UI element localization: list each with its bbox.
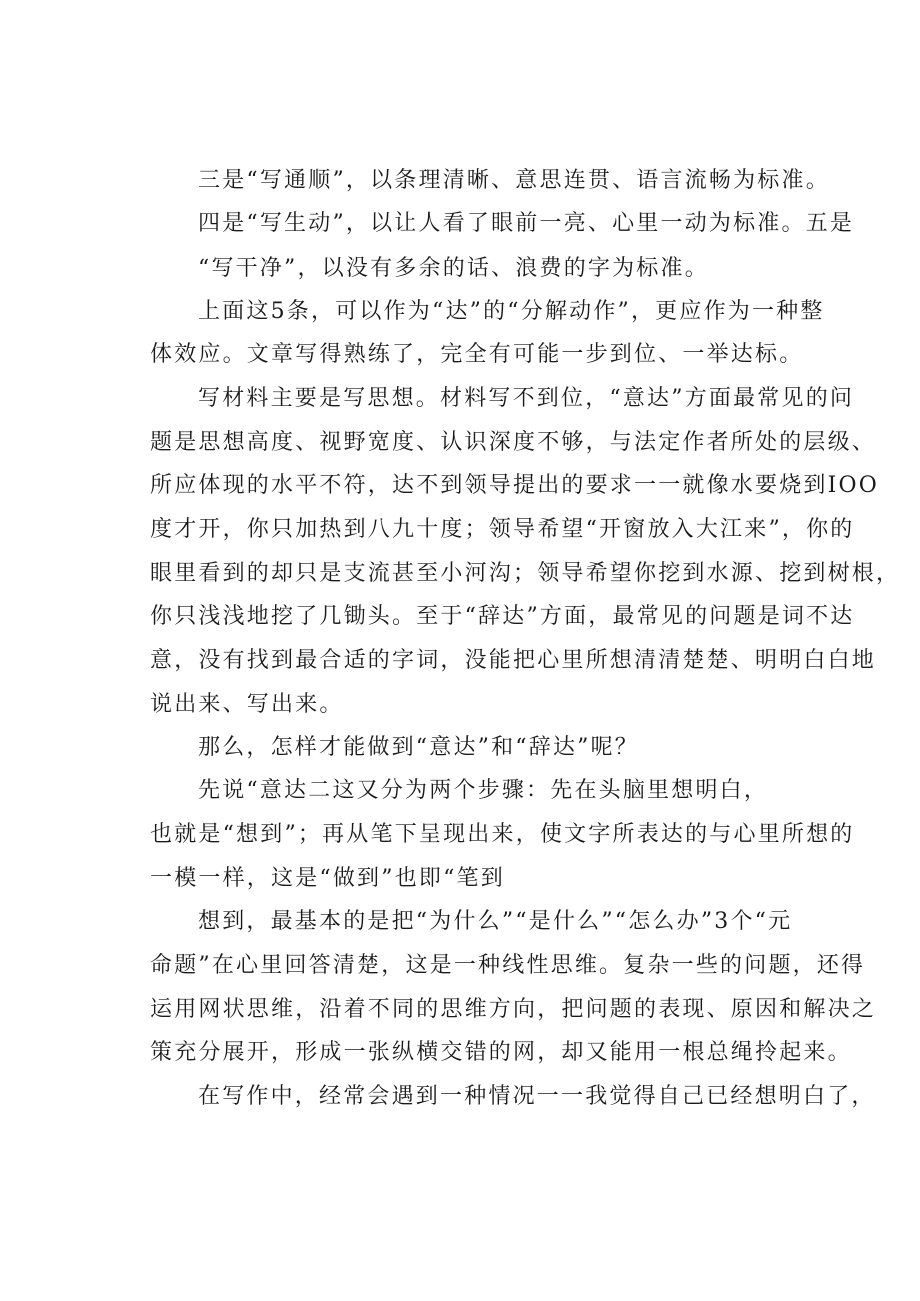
text-line: 说出来、写出来。 [150, 692, 344, 717]
text-line: 运用网状思维，沿着不同的思维方向，把问题的表现、原因和解决之 [150, 997, 877, 1022]
text-line: 那么，怎样才能做到“意达”和“辞达”呢？ [198, 735, 639, 760]
text-line: 也就是“想到”；再从笔下呈现出来，使文字所表达的与心里所想的 [150, 822, 855, 847]
text-line: 体效应。文章写得熟练了，完全有可能一步到位、一举达标。 [150, 342, 804, 367]
text-line: 意，没有找到最合适的字词，没能把心里所想清清楚楚、明明白白地 [150, 648, 877, 673]
text-line: 策充分展开，形成一张纵横交错的网，却又能用一根总绳拎起来。 [150, 1040, 852, 1065]
text-line: 度才开，你只加热到八九十度；领导希望“开窗放入大江来”，你的 [150, 517, 855, 542]
text-line: 在写作中，经常会遇到一种情况一一我觉得自己已经想明白了， [198, 1084, 876, 1109]
text-line: 一模一样，这是“做到”也即“笔到 [150, 866, 505, 891]
text-line: 题是思想高度、视野宽度、认识深度不够，与法定作者所处的层级、 [150, 430, 877, 455]
text-line: 四是“写生动”，以让人看了眼前一亮、心里一动为标准。五是 [198, 211, 855, 236]
text-line: 先说“意达二这又分为两个步骤：先在头脑里想明白， [198, 778, 769, 803]
text-line: 所应体现的水平不符，达不到领导提出的要求一一就像水要烧到IOO [150, 473, 879, 498]
text-line: 三是“写通顺”，以条理清晰、意思连贯、语言流畅为标准。 [198, 168, 830, 193]
text-line: 写材料主要是写思想。材料写不到位，“意达”方面最常见的问 [198, 386, 855, 411]
text-line: 命题”在心里回答清楚，这是一种线性思维。复杂一些的问题，还得 [150, 953, 866, 978]
text-line: 眼里看到的却只是支流甚至小河沟；领导希望你挖到水源、挖到树根， [150, 561, 901, 586]
text-line: 上面这5条，可以作为“达”的“分解动作”，更应作为一种整 [198, 299, 825, 324]
text-line: 你只浅浅地挖了几锄头。至于“辞达”方面，最常见的问题是词不达 [150, 604, 855, 629]
text-line: 想到，最基本的是把“为什么”“是什么”“怎么办”3个“元 [198, 909, 793, 934]
text-line: “写干净”，以没有多余的话、浪费的字为标准。 [198, 256, 709, 281]
